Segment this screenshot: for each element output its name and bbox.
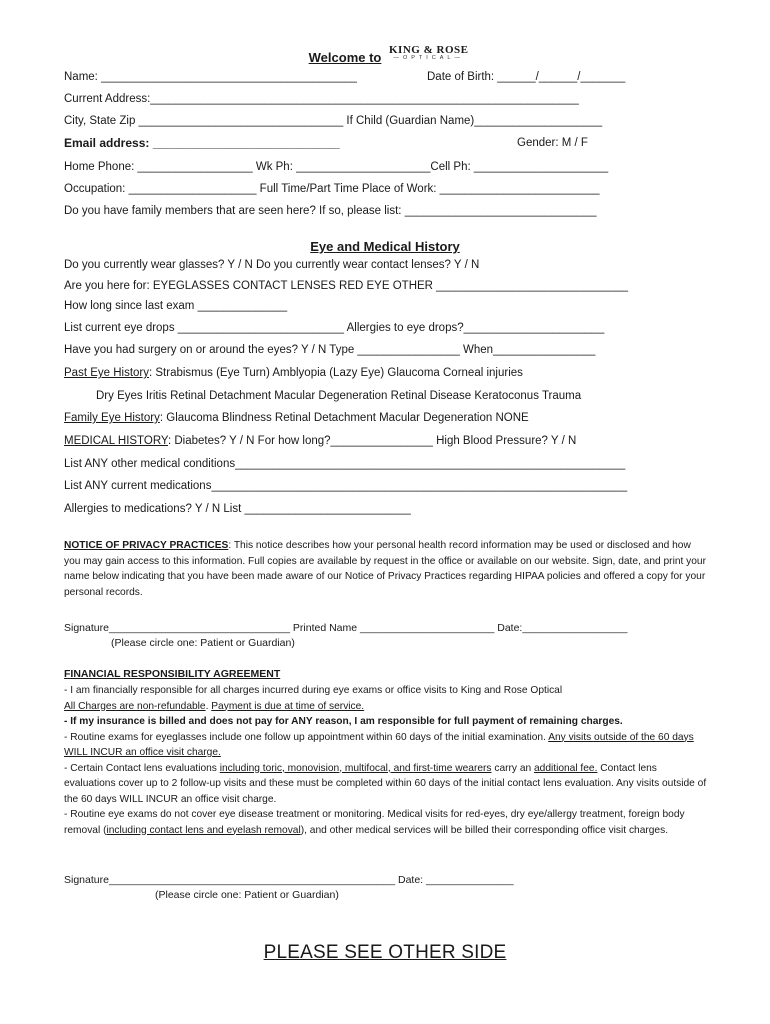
financial-line-5 xyxy=(64,761,709,808)
medical-history-label: MEDICAL HISTORY xyxy=(64,435,168,447)
name-field[interactable]: Name: ________________________________________ xyxy=(64,71,357,83)
last-exam-field[interactable]: How long since last exam ______________ xyxy=(64,300,288,312)
medical-history-items: : Diabetes? Y / N For how long?________________ High Blood Pressure? Y / N xyxy=(167,435,577,447)
history-heading: Eye and Medical History xyxy=(310,239,460,254)
lens-types-text: including toric, monovision, multifocal, and first-time wearers xyxy=(219,762,492,774)
see-other-side-notice: PLEASE SEE OTHER SIDE xyxy=(263,942,507,963)
financial-line-4 xyxy=(64,730,709,761)
financial-heading: FINANCIAL RESPONSIBILITY AGREEMENT xyxy=(64,668,281,680)
gender-field[interactable]: Gender: M / F xyxy=(517,137,588,149)
medication-allergies-field[interactable]: Allergies to medications? Y / N List __________________________ xyxy=(64,503,411,515)
past-eye-history-items: : Strabismus (Eye Turn) Amblyopia (Lazy Eye) Glaucoma Corneal injuries xyxy=(149,367,523,379)
family-eye-history-items: : Glaucoma Blindness Retinal Detachment Macular Degeneration NONE xyxy=(159,412,529,424)
surgery-question[interactable]: Have you had surgery on or around the eyes? Y / N Type ________________ When________________ xyxy=(64,344,596,356)
non-refundable-text: All Charges are non-refundable xyxy=(64,700,206,712)
family-eye-history[interactable] xyxy=(64,411,529,425)
financial-line-1: - I am financially responsible for all charges incurred during eye exams or office visits to King and Rose Optical xyxy=(64,685,563,696)
billing-text: ), and other medical services will be billed their corresponding office visit charges. xyxy=(300,824,669,836)
lens-removal-text: including contact lens and eyelash removal xyxy=(106,824,301,836)
visit-reason-question[interactable]: Are you here for: EYEGLASSES CONTACT LENSES RED EYE OTHER ______________________________ xyxy=(64,280,629,292)
eyeglass-exam-text: - Routine exams for eyeglasses include one follow up appointment within 60 days of the initial examination. xyxy=(64,731,549,743)
payment-due-text: Payment is due at time of service. xyxy=(211,700,365,712)
privacy-circle-note[interactable]: (Please circle one: Patient or Guardian) xyxy=(111,637,295,649)
privacy-heading: NOTICE OF PRIVACY PRACTICES xyxy=(64,540,229,551)
other-conditions-field[interactable]: List ANY other medical conditions_____________________________________________________________ xyxy=(64,458,626,470)
visit-charge-text: Any visits outside of the 60 days WILL INCUR an office visit charge. xyxy=(64,731,694,758)
financial-line-6 xyxy=(64,807,709,838)
separator-text: . xyxy=(205,700,212,712)
dob-field[interactable]: Date of Birth: ______/______/_______ xyxy=(427,71,626,83)
city-guardian-field[interactable]: City, State Zip ________________________________ If Child (Guardian Name)____________________ xyxy=(64,115,603,127)
financial-circle-note[interactable]: (Please circle one: Patient or Guardian) xyxy=(155,889,339,901)
past-eye-history-label: Past Eye History xyxy=(64,367,149,379)
welcome-heading: Welcome to xyxy=(308,50,382,65)
carry-text: carry an xyxy=(491,762,534,774)
privacy-text: : This notice describes how your personal health record information may be used or disclosed and how you may gain access to this information. Full copies are available by request in the office or available on our website. Sign, date, and print your name below indicating that you have been made aware of our Notice of Privacy Practices regarding HIPAA policies and offered a copy for your personal records. xyxy=(64,540,706,598)
contact-eval-text: - Certain Contact lens evaluations xyxy=(64,762,220,774)
email-field[interactable]: Email address: ____________________________ xyxy=(64,136,340,150)
logo-wordmark: KING & ROSE xyxy=(389,44,469,56)
financial-agreement xyxy=(64,683,709,838)
privacy-notice xyxy=(64,538,709,600)
privacy-signature-line[interactable]: Signature_______________________________ Printed Name _______________________ Date:__________________ xyxy=(64,622,628,634)
address-field[interactable]: Current Address:___________________________________________________________________ xyxy=(64,93,579,105)
additional-fee-text: additional fee. xyxy=(533,762,598,774)
eye-drops-field[interactable]: List current eye drops __________________________ Allergies to eye drops?______________________ xyxy=(64,322,605,334)
routine-exam-text: - Routine eye exams do not cover eye disease treatment or monitoring. Medical visits for red-eyes, dry eye/allergy treatment, foreign body removal ( xyxy=(64,809,685,836)
current-medications-field[interactable]: List ANY current medications_________________________________________________________________ xyxy=(64,480,628,492)
occupation-field[interactable]: Occupation: ____________________ Full Time/Part Time Place of Work: _________________________ xyxy=(64,183,600,195)
financial-line-3: - If my insurance is billed and does not pay for ANY reason, I am responsible for full payment of remaining charges. xyxy=(64,716,623,727)
financial-line-2 xyxy=(64,699,709,715)
past-eye-history[interactable] xyxy=(64,366,523,380)
family-eye-history-label: Family Eye History xyxy=(64,412,160,424)
glasses-question[interactable]: Do you currently wear glasses? Y / N Do you currently wear contact lenses? Y / N xyxy=(64,259,480,271)
king-rose-logo xyxy=(389,44,468,61)
contact-followup-text: Contact lens evaluations cover up to 2 follow-up visits and these must be completed within 60 days of the initial contact lens evaluation. Any visits outside of the 60 days WILL INCUR an office visit charge. xyxy=(64,762,707,805)
logo-subtitle: —OPTICAL— xyxy=(393,55,464,61)
phone-fields[interactable]: Home Phone: __________________ Wk Ph: _____________________Cell Ph: _____________________ xyxy=(64,161,609,173)
medical-history[interactable] xyxy=(64,434,576,448)
family-members-field[interactable]: Do you have family members that are seen here? If so, please list: ______________________________ xyxy=(64,205,597,217)
financial-signature-line[interactable]: Signature_________________________________________________ Date: _______________ xyxy=(64,874,514,886)
past-eye-history-items-2[interactable]: Dry Eyes Iritis Retinal Detachment Macular Degeneration Retinal Disease Keratoconus Trauma xyxy=(96,390,582,402)
